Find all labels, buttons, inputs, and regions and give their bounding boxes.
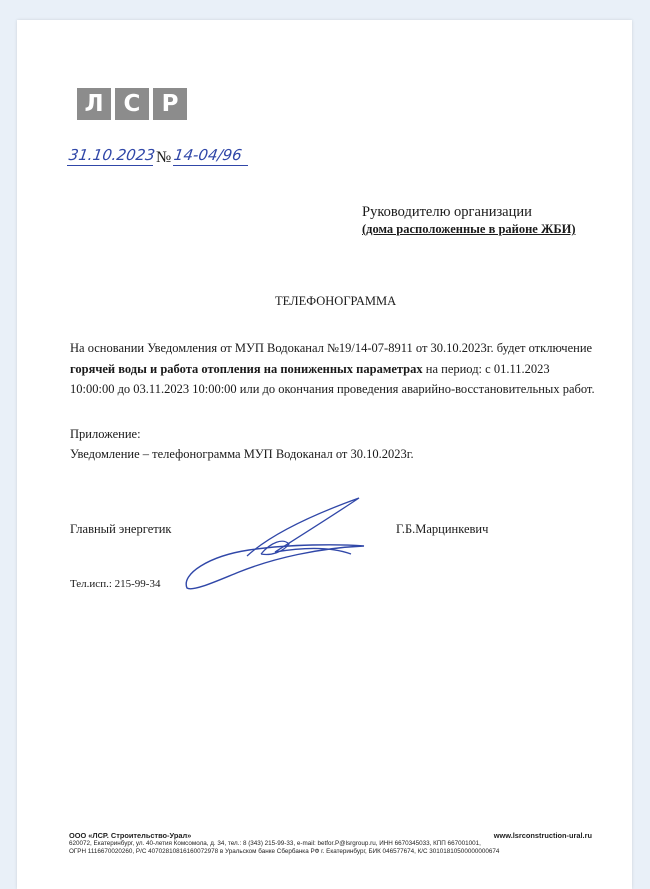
body-paragraph (70, 338, 595, 400)
body-line-1: На основании Уведомления от МУП Водоканал №19/14-07-8911 от 30.10.2023г. будет отключение (70, 341, 593, 355)
attachment-block (70, 424, 414, 464)
logo-letter-s: С (115, 88, 149, 120)
registration-date: 31.10.2023 (67, 146, 157, 164)
attachment-text: Уведомление – телефонограмма МУП Водоканал от 30.10.2023г. (70, 447, 414, 461)
addressee-block (362, 204, 576, 237)
document-title: ТЕЛЕФОНОГРАММА (275, 294, 397, 308)
body-line-2 (70, 359, 595, 380)
signer-name: Г.Б.Марцинкевич (396, 522, 489, 536)
company-footer (69, 832, 592, 857)
attachment-label: Приложение: (70, 427, 141, 441)
signer-position: Главный энергетик (70, 522, 172, 536)
addressee-title: Руководителю организации (362, 204, 532, 220)
registration-number: 14-04/96 (172, 146, 243, 164)
document-page (17, 20, 632, 889)
footer-bank-line: ОГРН 1116670020260, Р/С 40702810816160072978 в Уральском банке Сбербанка РФ г. Екатеринбург, БИК 046577674, К/С 30101810500000000674 (69, 848, 500, 856)
company-logo (77, 88, 187, 120)
signature-scribble (179, 494, 369, 594)
executor-phone: Тел.исп.: 215-99-34 (70, 578, 161, 590)
body-line-3: 10:00:00 до 03.11.2023 10:00:00 или до окончания проведения аварийно-восстановительных работ. (70, 382, 595, 396)
number-underline (173, 165, 248, 166)
footer-address-line: 620072, Екатеринбург, ул. 40-летия Комсомола, д. 34, тел.: 8 (343) 215-99-33, e-mail: betfor.P@lsrgroup.ru, ИНН 6670345033, КПП 667001001, (69, 840, 481, 848)
body-emphasis: горячей воды и работа отопления на пониженных параметрах (70, 361, 423, 376)
body-period-text: на период: с 01.11.2023 (422, 361, 550, 376)
logo-letter-r: Р (153, 88, 187, 120)
logo-letter-l: Л (77, 88, 111, 120)
footer-website: www.lsrconstruction-ural.ru (493, 831, 592, 840)
number-sign: № (156, 149, 172, 166)
footer-company-name: ООО «ЛСР. Строительство-Урал» (69, 831, 192, 840)
addressee-subtitle: (дома расположенные в районе ЖБИ) (362, 222, 576, 236)
date-underline (67, 165, 153, 166)
